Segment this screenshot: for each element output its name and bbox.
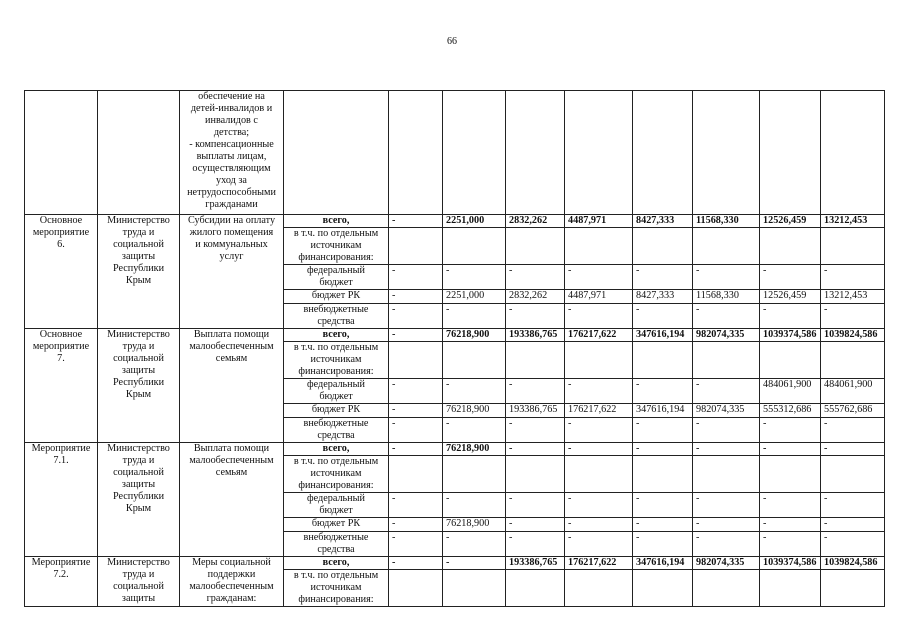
value-cell: -	[443, 304, 506, 329]
value-cell: 11568,330	[693, 290, 760, 304]
value-cell: 13212,453	[821, 290, 885, 304]
value-cell: 76218,900	[443, 518, 506, 532]
value-cell: 347616,194	[633, 557, 693, 570]
funding-source-label: внебюджетные средства	[284, 418, 389, 443]
value-cell: 193386,765	[506, 329, 565, 342]
funding-source-label: всего,	[284, 557, 389, 570]
value-cell: 11568,330	[693, 215, 760, 228]
value-cell: 2832,262	[506, 215, 565, 228]
value-cell: 76218,900	[443, 329, 506, 342]
value-cell: 8427,333	[633, 290, 693, 304]
value-cell: -	[389, 557, 443, 570]
value-cell	[389, 228, 443, 265]
value-cell	[565, 228, 633, 265]
value-cell: -	[693, 379, 760, 404]
value-cell: -	[506, 379, 565, 404]
value-cell: 12526,459	[760, 215, 821, 228]
value-cell: -	[389, 379, 443, 404]
table-row	[25, 443, 885, 456]
value-cell: -	[506, 443, 565, 456]
value-cell: -	[821, 518, 885, 532]
value-cell	[693, 228, 760, 265]
value-cell: -	[633, 379, 693, 404]
value-cell: -	[760, 518, 821, 532]
description-cell: Субсидии на оплату жилого помещения и коммунальных услуг	[180, 215, 284, 329]
funding-source-label: бюджет РК	[284, 404, 389, 418]
value-cell: -	[389, 404, 443, 418]
description-cell: Выплата помощи малообеспеченным семьям	[180, 329, 284, 443]
funding-source-label: внебюджетные средства	[284, 304, 389, 329]
value-cell: 1039374,586	[760, 557, 821, 570]
event-cell: Мероприятие 7.1.	[25, 443, 98, 557]
value-cell: -	[389, 290, 443, 304]
value-cell	[506, 228, 565, 265]
value-cell	[443, 570, 506, 607]
value-cell: -	[506, 532, 565, 557]
value-cell	[506, 456, 565, 493]
value-cell: -	[389, 532, 443, 557]
executor-cell	[98, 91, 180, 215]
value-cell: -	[443, 557, 506, 570]
value-cell: 2251,000	[443, 290, 506, 304]
value-cell: -	[389, 443, 443, 456]
budget-table	[24, 90, 885, 607]
value-cell: -	[693, 443, 760, 456]
value-cell	[693, 570, 760, 607]
page-number: 66	[447, 36, 457, 47]
value-cell: -	[633, 265, 693, 290]
value-cell: -	[389, 215, 443, 228]
value-cell: -	[821, 443, 885, 456]
funding-source-label: бюджет РК	[284, 518, 389, 532]
value-cell: -	[760, 443, 821, 456]
value-cell: 2251,000	[443, 215, 506, 228]
executor-cell: Министерство труда и социальной защиты Республики Крым	[98, 443, 180, 557]
value-cell: -	[443, 493, 506, 518]
value-cell: 555312,686	[760, 404, 821, 418]
value-cell: -	[389, 304, 443, 329]
funding-source-label: в т.ч. по отдельным источникам финансирования:	[284, 342, 389, 379]
value-cell	[389, 456, 443, 493]
value-cell: 8427,333	[633, 215, 693, 228]
value-cell: -	[693, 304, 760, 329]
value-cell	[693, 456, 760, 493]
value-cell: -	[760, 304, 821, 329]
value-cell: -	[389, 493, 443, 518]
value-cell: -	[760, 265, 821, 290]
event-cell: Основное мероприятие 7.	[25, 329, 98, 443]
table-row	[25, 557, 885, 570]
value-cell: -	[693, 518, 760, 532]
value-cell: 76218,900	[443, 404, 506, 418]
executor-cell: Министерство труда и социальной защиты	[98, 557, 180, 607]
funding-source-label: в т.ч. по отдельным источникам финансирования:	[284, 228, 389, 265]
value-cell: -	[443, 265, 506, 290]
value-cell	[506, 342, 565, 379]
value-cell: 484061,900	[821, 379, 885, 404]
executor-cell: Министерство труда и социальной защиты Республики Крым	[98, 329, 180, 443]
value-cell: -	[821, 493, 885, 518]
value-cell	[693, 342, 760, 379]
value-cell: 76218,900	[443, 443, 506, 456]
executor-cell: Министерство труда и социальной защиты Республики Крым	[98, 215, 180, 329]
value-cell: 982074,335	[693, 557, 760, 570]
value-cell: -	[565, 532, 633, 557]
description-cell: Выплата помощи малообеспеченным семьям	[180, 443, 284, 557]
value-cell: 193386,765	[506, 404, 565, 418]
funding-source-label: федеральный бюджет	[284, 265, 389, 290]
funding-source-label: всего,	[284, 329, 389, 342]
value-cell: -	[443, 418, 506, 443]
value-cell: -	[443, 532, 506, 557]
table-row	[25, 329, 885, 342]
value-cell	[821, 228, 885, 265]
value-cell: -	[506, 418, 565, 443]
value-cell: 13212,453	[821, 215, 885, 228]
value-cell: 484061,900	[760, 379, 821, 404]
funding-source-label: всего,	[284, 215, 389, 228]
value-cell	[633, 228, 693, 265]
value-cell: -	[693, 493, 760, 518]
value-cell: 4487,971	[565, 215, 633, 228]
funding-source-label: федеральный бюджет	[284, 493, 389, 518]
value-cell: 555762,686	[821, 404, 885, 418]
funding-source-label: федеральный бюджет	[284, 379, 389, 404]
event-cell	[25, 91, 98, 215]
description-cell: Меры социальной поддержки малообеспеченным гражданам:	[180, 557, 284, 607]
value-cell: -	[693, 418, 760, 443]
value-cell	[760, 342, 821, 379]
value-cell: -	[693, 265, 760, 290]
value-cell: -	[821, 304, 885, 329]
value-cell	[443, 342, 506, 379]
value-cell: 4487,971	[565, 290, 633, 304]
table-row	[25, 91, 885, 215]
event-cell: Основное мероприятие 6.	[25, 215, 98, 329]
value-cell: 1039824,586	[821, 329, 885, 342]
value-cell	[821, 570, 885, 607]
funding-source-label: бюджет РК	[284, 290, 389, 304]
value-cell: 2832,262	[506, 290, 565, 304]
value-cell	[633, 456, 693, 493]
value-cell: -	[633, 304, 693, 329]
value-cell: -	[389, 418, 443, 443]
value-cell: -	[506, 265, 565, 290]
description-cell: обеспечение на детей-инвалидов и инвалидов с детства; - компенсационные выплаты лицам, осуществляющим уход за нетрудоспособными гражданами	[180, 91, 284, 215]
value-cell: 176217,622	[565, 557, 633, 570]
value-cell: 347616,194	[633, 329, 693, 342]
event-cell: Мероприятие 7.2.	[25, 557, 98, 607]
value-cell	[389, 570, 443, 607]
value-cell: 982074,335	[693, 404, 760, 418]
value-cell	[565, 342, 633, 379]
value-cell: -	[633, 532, 693, 557]
value-cell	[443, 228, 506, 265]
value-cell: -	[633, 443, 693, 456]
value-cell	[760, 228, 821, 265]
value-cell	[760, 570, 821, 607]
value-cell: -	[760, 493, 821, 518]
value-cell: -	[821, 265, 885, 290]
value-cell	[389, 342, 443, 379]
funding-source-label: в т.ч. по отдельным источникам финансирования:	[284, 570, 389, 607]
funding-source-label: всего,	[284, 443, 389, 456]
value-cell	[821, 342, 885, 379]
value-cell: -	[389, 265, 443, 290]
funding-source-label: внебюджетные средства	[284, 532, 389, 557]
value-cell: -	[633, 418, 693, 443]
value-cell: -	[693, 532, 760, 557]
value-cell	[506, 570, 565, 607]
value-cell: 193386,765	[506, 557, 565, 570]
value-cell: -	[506, 304, 565, 329]
value-cell: -	[565, 518, 633, 532]
value-cell: -	[565, 418, 633, 443]
value-cell: -	[443, 379, 506, 404]
funding-source-label: в т.ч. по отдельным источникам финансирования:	[284, 456, 389, 493]
value-cell: -	[565, 304, 633, 329]
table-row	[25, 215, 885, 228]
value-cell: -	[633, 493, 693, 518]
value-cell: -	[565, 493, 633, 518]
value-cell	[565, 570, 633, 607]
value-cell: -	[565, 443, 633, 456]
value-cell	[565, 456, 633, 493]
value-cell: -	[389, 518, 443, 532]
value-cell	[633, 570, 693, 607]
value-cell: -	[506, 518, 565, 532]
value-cell	[633, 342, 693, 379]
value-cell: 347616,194	[633, 404, 693, 418]
value-cell: 12526,459	[760, 290, 821, 304]
value-cell: -	[821, 532, 885, 557]
value-cell: -	[760, 532, 821, 557]
value-cell: -	[565, 265, 633, 290]
value-cell: -	[389, 329, 443, 342]
value-cell: 982074,335	[693, 329, 760, 342]
value-cell	[443, 456, 506, 493]
value-cell: 176217,622	[565, 404, 633, 418]
value-cell: -	[506, 493, 565, 518]
value-cell	[760, 456, 821, 493]
value-cell: -	[760, 418, 821, 443]
value-cell: -	[565, 379, 633, 404]
value-cell: -	[821, 418, 885, 443]
value-cell	[821, 456, 885, 493]
value-cell: 1039374,586	[760, 329, 821, 342]
value-cell: 1039824,586	[821, 557, 885, 570]
value-cell: -	[633, 518, 693, 532]
value-cell: 176217,622	[565, 329, 633, 342]
